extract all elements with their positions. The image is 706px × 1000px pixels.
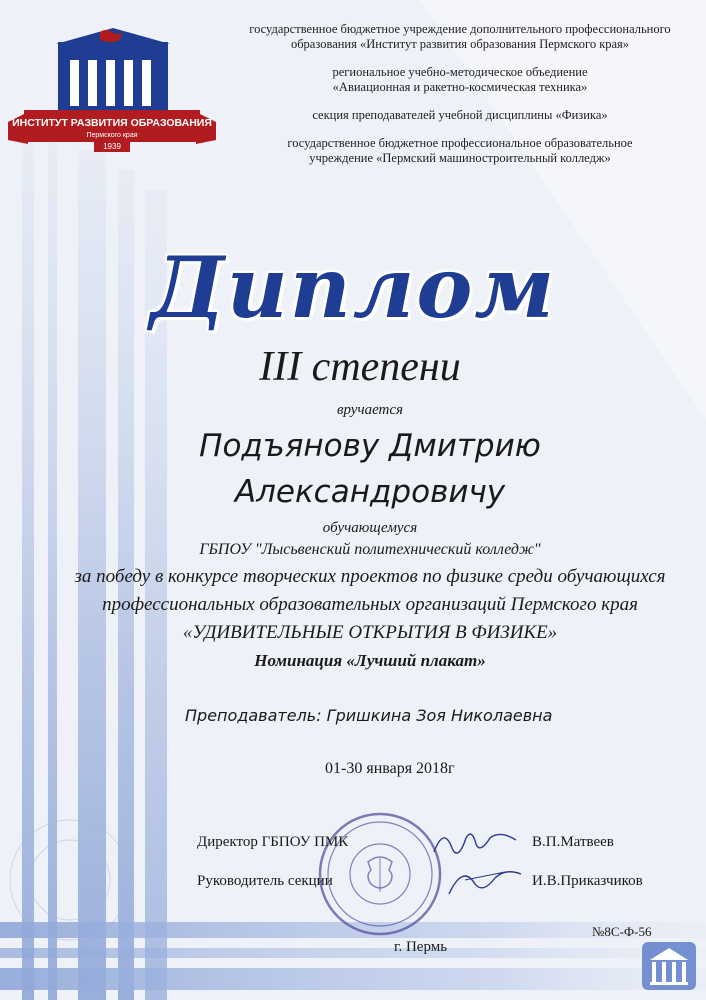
org3: секция преподавателей учебной дисциплины «Физика»	[312, 108, 608, 122]
organization-3	[220, 108, 700, 123]
reason-line2: профессиональных образовательных организаций Пермского края	[102, 594, 638, 615]
awarded-label: вручается	[336, 402, 404, 418]
org1-line1: государственное бюджетное учреждение дополнительного профессионального	[249, 22, 671, 36]
org4-line2: учреждение «Пермский машиностроительный колледж»	[309, 151, 611, 165]
organization-1	[220, 22, 700, 52]
section-head-name: И.В.Приказчиков	[532, 873, 643, 889]
org4-line1: государственное бюджетное профессиональное образовательное	[287, 136, 633, 150]
director-signature	[430, 822, 520, 862]
org2-line1: региональное учебно-методическое объедиение	[332, 65, 588, 79]
institution: ГБПОУ "Лысьвенский политехнический колледж"	[199, 541, 541, 558]
director-name: В.П.Матвеев	[532, 834, 614, 850]
recipient-name-line2: Александровичу	[234, 474, 506, 510]
student-label: обучающемуся	[322, 520, 418, 536]
organization-2	[220, 65, 700, 95]
contest-date: 01-30 января 2018г	[325, 760, 455, 777]
recipient-name-line1: Подъянову Дмитрию	[199, 428, 541, 464]
diploma-title: Диплом	[150, 238, 557, 337]
org1-line2: образования «Институт развития образования Пермского края»	[290, 37, 630, 51]
city: г. Пермь	[394, 939, 448, 955]
logo-year: 1939	[103, 142, 121, 151]
teacher: Преподаватель: Гришкина Зоя Николаевна	[185, 706, 553, 725]
reason-line1: за победу в конкурсе творческих проектов по физике среди обучающихся	[74, 566, 666, 587]
diploma-degree: III степени	[259, 344, 461, 390]
head-signature	[445, 860, 525, 900]
diploma-number: №8С-Ф-56	[592, 924, 652, 939]
section-head-label: Руководитель секции	[197, 873, 333, 889]
organization-4	[220, 136, 700, 166]
official-stamp	[316, 810, 444, 938]
logo-name: ИНСТИТУТ РАЗВИТИЯ ОБРАЗОВАНИЯ	[12, 117, 212, 129]
header-organizations	[220, 22, 700, 179]
director-label: Директор ГБПОУ ПМК	[197, 834, 349, 850]
nomination: Номинация «Лучший плакат»	[254, 651, 486, 670]
contest-name: «УДИВИТЕЛЬНЫЕ ОТКРЫТИЯ В ФИЗИКЕ»	[182, 622, 558, 643]
institute-logo	[8, 28, 216, 156]
college-badge-icon	[640, 940, 698, 992]
logo-region: Пермского края	[86, 132, 138, 139]
org2-line2: «Авиационная и ракетно-космическая техника»	[332, 80, 588, 94]
